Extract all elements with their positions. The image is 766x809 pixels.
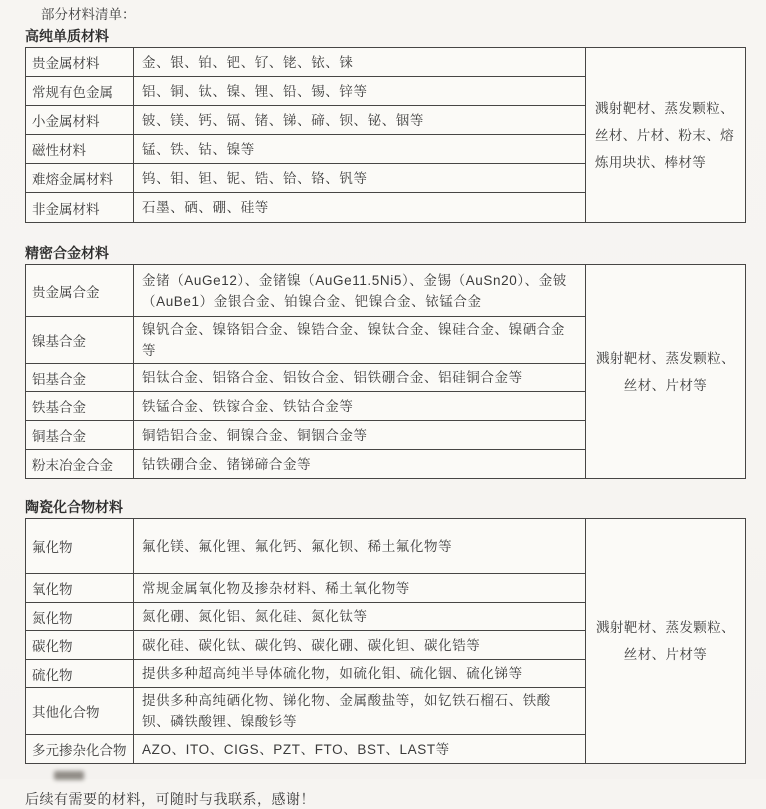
section-heading-ceramic: 陶瓷化合物材料 — [25, 499, 123, 515]
materials-cell: AZO、ITO、CIGS、PZT、FTO、BST、LAST等 — [134, 735, 586, 764]
table-row — [26, 265, 746, 317]
category-cell: 氮化物 — [26, 603, 134, 631]
category-cell: 铝基合金 — [26, 364, 134, 392]
category-cell: 铜基合金 — [26, 421, 134, 450]
materials-cell: 钴铁硼合金、锗锑碲合金等 — [134, 450, 586, 479]
category-cell: 常规有色金属 — [26, 77, 134, 106]
table-row — [26, 48, 746, 77]
category-cell: 贵金属合金 — [26, 265, 134, 317]
product-forms-cell: 溅射靶材、蒸发颗粒、丝材、片材等 — [586, 519, 746, 764]
category-cell: 多元掺杂化合物 — [26, 735, 134, 764]
section-heading-elemental: 高纯单质材料 — [25, 28, 109, 44]
materials-cell: 铜锆铝合金、铜镍合金、铜铟合金等 — [134, 421, 586, 450]
materials-cell: 石墨、硒、硼、硅等 — [134, 193, 586, 223]
materials-cell: 铁锰合金、铁镓合金、铁钴合金等 — [134, 392, 586, 421]
category-cell: 磁性材料 — [26, 135, 134, 164]
category-cell: 氟化物 — [26, 519, 134, 574]
category-cell: 硫化物 — [26, 660, 134, 688]
alloy-materials-table — [25, 264, 746, 479]
materials-cell: 金锗（AuGe12）、金锗镍（AuGe11.5Ni5）、金锡（AuSn20）、金铍（AuBe1）金银合金、铂镍合金、钯镍合金、铱锰合金 — [134, 265, 586, 317]
materials-cell: 碳化硅、碳化钛、碳化钨、碳化硼、碳化钽、碳化锆等 — [134, 631, 586, 660]
ceramic-materials-table — [25, 518, 746, 764]
closing-note: 后续有需要的材料，可随时与我联系，感谢！ — [25, 791, 315, 807]
materials-cell: 金、银、铂、钯、钌、铑、铱、铼 — [134, 48, 586, 77]
materials-cell: 提供多种超高纯半导体硫化物，如硫化钼、硫化铟、硫化锑等 — [134, 660, 586, 688]
category-cell: 非金属材料 — [26, 193, 134, 223]
materials-cell: 锰、铁、钴、镍等 — [134, 135, 586, 164]
product-forms-cell: 溅射靶材、蒸发颗粒、丝材、片材等 — [586, 265, 746, 479]
category-cell: 碳化物 — [26, 631, 134, 660]
category-cell: 镍基合金 — [26, 317, 134, 364]
materials-cell: 钨、钼、钽、铌、锆、铪、铬、钒等 — [134, 164, 586, 193]
materials-cell: 镍钒合金、镍铬铝合金、镍锆合金、镍钛合金、镍硅合金、镍硒合金等 — [134, 317, 586, 364]
category-cell: 铁基合金 — [26, 392, 134, 421]
elemental-materials-table — [25, 47, 746, 223]
table-row — [26, 519, 746, 574]
materials-cell: 铝、铜、钛、镍、锂、铅、锡、锌等 — [134, 77, 586, 106]
materials-cell: 铍、镁、钙、镉、锗、锑、碲、钡、铋、铟等 — [134, 106, 586, 135]
materials-cell: 提供多种高纯硒化物、锑化物、金属酸盐等，如钇铁石榴石、铁酸钡、磷铁酸锂、镍酸钐等 — [134, 688, 586, 735]
category-cell: 其他化合物 — [26, 688, 134, 735]
category-cell: 小金属材料 — [26, 106, 134, 135]
materials-cell: 铝钛合金、铝铬合金、铝钕合金、铝铁硼合金、铝硅铜合金等 — [134, 364, 586, 392]
materials-cell: 氟化镁、氟化锂、氟化钙、氟化钡、稀土氟化物等 — [134, 519, 586, 574]
section-heading-alloy: 精密合金材料 — [25, 245, 109, 261]
category-cell: 难熔金属材料 — [26, 164, 134, 193]
product-forms-cell: 溅射靶材、蒸发颗粒、丝材、片材、粉末、熔炼用块状、棒材等 — [586, 48, 746, 223]
materials-cell: 常规金属氧化物及掺杂材料、稀土氧化物等 — [134, 574, 586, 603]
category-cell: 粉末冶金合金 — [26, 450, 134, 479]
category-cell: 贵金属材料 — [26, 48, 134, 77]
materials-cell: 氮化硼、氮化铝、氮化硅、氮化钛等 — [134, 603, 586, 631]
category-cell: 氧化物 — [26, 574, 134, 603]
page-title: 部分材料清单： — [41, 7, 136, 22]
